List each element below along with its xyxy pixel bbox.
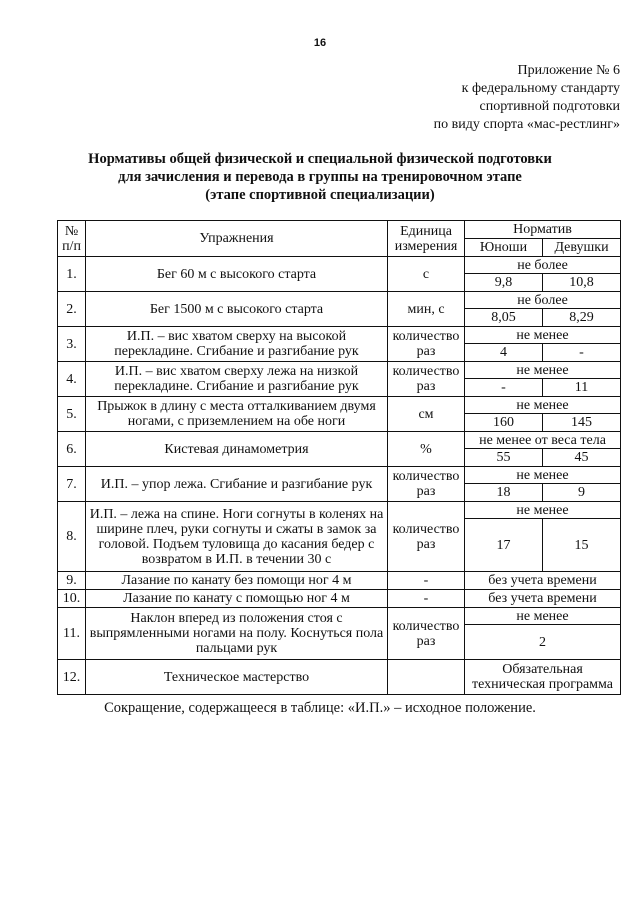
- table-row: [58, 327, 621, 344]
- unit-cell: мин, с: [388, 292, 465, 327]
- norm-boys-value: -: [465, 379, 543, 397]
- norm-girls-value: 45: [543, 449, 621, 467]
- norm-girls-value: 9: [543, 484, 621, 502]
- unit-cell: см: [388, 397, 465, 432]
- exercise-cell: Кистевая динамометрия: [86, 432, 388, 467]
- norm-girls-value: 11: [543, 379, 621, 397]
- appendix-line: к федеральному стандарту: [461, 81, 620, 96]
- unit-cell: количество раз: [388, 467, 465, 502]
- table-row: [58, 608, 621, 625]
- row-number: 2.: [58, 292, 86, 327]
- norm-condition: не менее: [465, 467, 621, 484]
- title-line: Нормативы общей физической и специальной физической подготовки: [88, 151, 552, 167]
- norm-condition: не менее: [465, 397, 621, 414]
- row-number: 7.: [58, 467, 86, 502]
- header-boys: Юноши: [465, 239, 543, 257]
- norm-boys-value: 8,05: [465, 309, 543, 327]
- unit-cell: количество раз: [388, 327, 465, 362]
- table-row: [58, 432, 621, 449]
- table-row: [58, 502, 621, 519]
- table-row: [58, 590, 621, 608]
- unit-cell: количество раз: [388, 362, 465, 397]
- appendix-line: по виду спорта «мас-рестлинг»: [433, 117, 620, 132]
- row-number: 5.: [58, 397, 86, 432]
- appendix-header: [434, 62, 620, 134]
- exercise-cell: Лазание по канату с помощью ног 4 м: [86, 590, 388, 608]
- header-girls: Девушки: [543, 239, 621, 257]
- table-row: [58, 397, 621, 414]
- page-number: 16: [313, 37, 327, 49]
- norm-girls-value: -: [543, 344, 621, 362]
- row-number: 1.: [58, 257, 86, 292]
- header-exercise: Упражнения: [86, 221, 388, 257]
- appendix-line: спортивной подготовки: [479, 99, 620, 114]
- norm-condition: не менее: [465, 327, 621, 344]
- norm-condition: не менее от веса тела: [465, 432, 621, 449]
- row-number: 11.: [58, 608, 86, 660]
- norm-merged-cell: Обязательная техническая программа: [465, 660, 621, 695]
- title-line: (этапе спортивной специализации): [205, 187, 435, 203]
- row-number: 12.: [58, 660, 86, 695]
- table-row: [58, 572, 621, 590]
- unit-cell: [388, 660, 465, 695]
- norm-merged-cell: без учета времени: [465, 572, 621, 590]
- exercise-cell: Прыжок в длину с места отталкиванием двумя ногами, с приземлением на обе ноги: [86, 397, 388, 432]
- norm-girls-value: 15: [543, 519, 621, 572]
- footnote: Сокращение, содержащееся в таблице: «И.П.» – исходное положение.: [104, 700, 536, 716]
- norm-boys-value: 160: [465, 414, 543, 432]
- row-number: 9.: [58, 572, 86, 590]
- unit-cell: с: [388, 257, 465, 292]
- norm-girls-value: 8,29: [543, 309, 621, 327]
- title-line: для зачисления и перевода в группы на тренировочном этапе: [118, 169, 522, 185]
- exercise-cell: И.П. – лежа на спине. Ноги согнуты в коленях на ширине плеч, руки согнуты и сжаты в замок за головой. Подъем туловища до касания бедер с возвратом в И.П. в течении 30 с: [86, 502, 388, 572]
- exercise-cell: Лазание по канату без помощи ног 4 м: [86, 572, 388, 590]
- row-number: 6.: [58, 432, 86, 467]
- norm-boys-value: 17: [465, 519, 543, 572]
- norm-condition: не менее: [465, 362, 621, 379]
- unit-cell: количество раз: [388, 608, 465, 660]
- unit-cell: -: [388, 572, 465, 590]
- norm-boys-value: 55: [465, 449, 543, 467]
- norm-boys-value: 4: [465, 344, 543, 362]
- table-row: [58, 660, 621, 695]
- row-number: 3.: [58, 327, 86, 362]
- unit-cell: %: [388, 432, 465, 467]
- exercise-cell: И.П. – вис хватом сверху лежа на низкой перекладине. Сгибание и разгибание рук: [86, 362, 388, 397]
- unit-cell: количество раз: [388, 502, 465, 572]
- table-row: [58, 257, 621, 274]
- header-unit: Единица измерения: [388, 221, 465, 257]
- exercise-cell: Бег 1500 м с высокого старта: [86, 292, 388, 327]
- exercise-cell: И.П. – упор лежа. Сгибание и разгибание рук: [86, 467, 388, 502]
- unit-cell: -: [388, 590, 465, 608]
- norm-condition: не более: [465, 292, 621, 309]
- row-number: 8.: [58, 502, 86, 572]
- header-norm: Норматив: [465, 221, 621, 239]
- table-header-row: [58, 221, 621, 239]
- norm-merged-cell: без учета времени: [465, 590, 621, 608]
- exercise-cell: Техническое мастерство: [86, 660, 388, 695]
- document-title: [0, 150, 640, 204]
- norm-boys-value: 9,8: [465, 274, 543, 292]
- header-num: № п/п: [58, 221, 86, 257]
- appendix-line: Приложение № 6: [517, 63, 620, 78]
- exercise-cell: И.П. – вис хватом сверху на высокой перекладине. Сгибание и разгибание рук: [86, 327, 388, 362]
- table-row: [58, 292, 621, 309]
- row-number: 4.: [58, 362, 86, 397]
- norm-condition: не менее: [465, 502, 621, 519]
- norms-table: [57, 220, 621, 695]
- row-number: 10.: [58, 590, 86, 608]
- norm-both-value: 2: [465, 625, 621, 660]
- exercise-cell: Бег 60 м с высокого старта: [86, 257, 388, 292]
- norm-girls-value: 145: [543, 414, 621, 432]
- norm-condition: не менее: [465, 608, 621, 625]
- norm-boys-value: 18: [465, 484, 543, 502]
- table-row: [58, 362, 621, 379]
- norm-girls-value: 10,8: [543, 274, 621, 292]
- exercise-cell: Наклон вперед из положения стоя с выпрямленными ногами на полу. Коснуться пола пальцами рук: [86, 608, 388, 660]
- table-row: [58, 467, 621, 484]
- norm-condition: не более: [465, 257, 621, 274]
